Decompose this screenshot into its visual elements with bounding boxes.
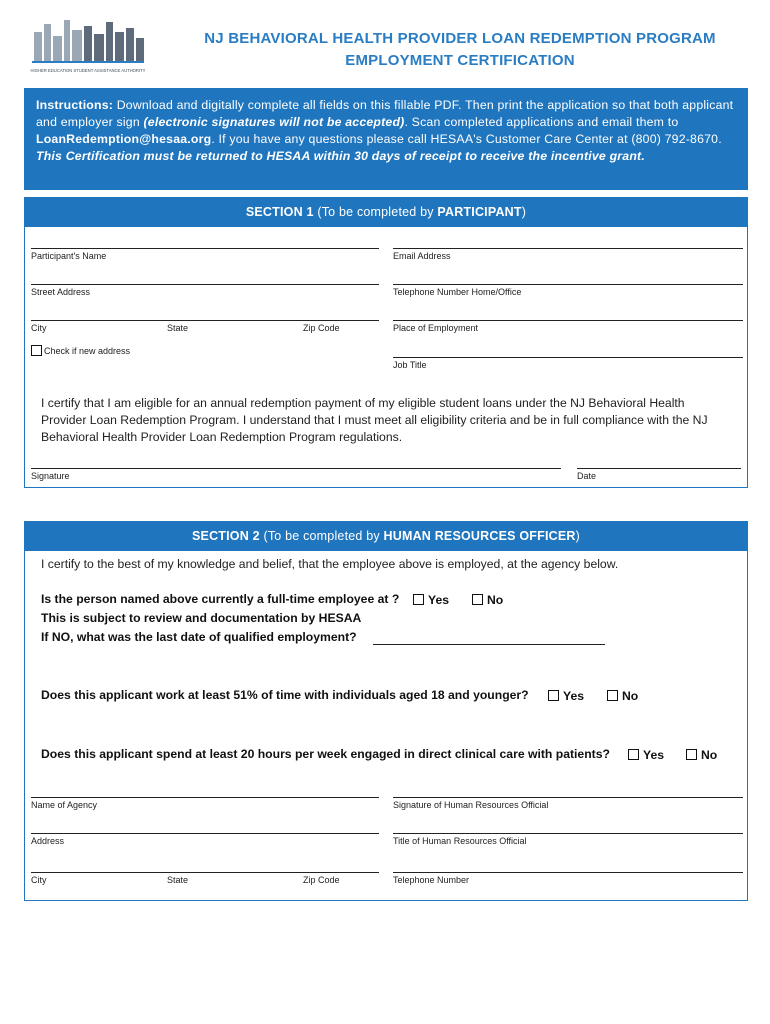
agency-name-label: Name of Agency (31, 800, 98, 810)
instructions-text-1: Download and digitally complete all fields on this fillable PDF. Then print the application so that both applicant and employer sign (36, 98, 734, 129)
agency-address-label: Address (31, 836, 65, 846)
signature-field[interactable] (31, 468, 561, 469)
q2-no-checkbox[interactable] (607, 690, 618, 701)
section-2-role: HUMAN RESOURCES OFFICER (383, 529, 576, 543)
email-label: Email Address (393, 251, 451, 261)
section-1-title-suffix: ) (521, 205, 527, 219)
job-title-field[interactable] (393, 357, 743, 358)
q3-no-checkbox[interactable] (686, 749, 697, 760)
participant-name-field[interactable] (31, 248, 379, 249)
q3-no-label: No (701, 748, 718, 762)
q1-yes-label: Yes (428, 593, 450, 607)
section-1-title-middle: (To be completed by (313, 205, 438, 219)
q3-yes-label: Yes (643, 748, 665, 762)
job-title-label: Job Title (393, 360, 427, 370)
q2-yes-checkbox[interactable] (548, 690, 559, 701)
hr-signature-label: Signature of Human Resources Official (393, 800, 549, 810)
section-2-title-middle: (To be completed by (259, 529, 384, 543)
section-1-role: PARTICIPANT (437, 205, 522, 219)
instructions-emphasis: (electronic signatures will not be accepted) (143, 115, 405, 129)
instructions-text-3: . If you have any questions please call HESAA's Customer Care Center at (800) 792-8670. (211, 132, 722, 146)
q1-no-label: No (487, 593, 504, 607)
hesaa-logo (28, 14, 148, 78)
state-label: State (167, 323, 189, 333)
return-note: This Certification must be returned to HESAA within 30 days of receipt to receive the incentive grant. (36, 149, 645, 163)
section-1-header (25, 198, 747, 227)
title-line-2: EMPLOYMENT CERTIFICATION (345, 52, 575, 69)
street-address-label: Street Address (31, 287, 91, 297)
phone-label: Telephone Number Home/Office (393, 287, 522, 297)
last-date-field[interactable] (373, 644, 605, 645)
instructions-text-2: . Scan completed applications and email them to (404, 115, 679, 129)
date-field[interactable] (577, 468, 741, 469)
new-address-checkbox[interactable] (31, 345, 42, 356)
hr-certify-text: I certify to the best of my knowledge and belief, that the employee above is employed, at the agency below. (41, 557, 619, 571)
title-line-1: NJ BEHAVIORAL HEALTH PROVIDER LOAN REDEMPTION PROGRAM (204, 30, 716, 47)
instructions-lead: Instructions: (36, 98, 114, 112)
agency-phone-field[interactable] (393, 872, 743, 873)
form-title (160, 28, 760, 72)
city-label: City (31, 323, 47, 333)
agency-zip-label: Zip Code (303, 875, 340, 885)
instructions-email[interactable]: LoanRedemption@hesaa.org (36, 132, 212, 146)
agency-phone-label: Telephone Number (393, 875, 470, 885)
signature-label: Signature (31, 471, 70, 481)
logo-text: HIGHER EDUCATION STUDENT ASSISTANCE AUTHORITY (30, 68, 146, 73)
q1-no-checkbox[interactable] (472, 594, 483, 605)
q1-followup: If NO, what was the last date of qualified employment? (41, 630, 357, 644)
agency-name-field[interactable] (31, 797, 379, 798)
section-2-header (25, 522, 747, 551)
agency-city-state-zip-field[interactable] (31, 872, 379, 873)
q1-note: This is subject to review and documentation by HESAA (41, 611, 362, 625)
section-1-number: SECTION 1 (245, 205, 314, 219)
email-field[interactable] (393, 248, 743, 249)
place-of-employment-field[interactable] (393, 320, 743, 321)
q1-text: Is the person named above currently a full-time employee at ? (41, 592, 400, 606)
hr-signature-field[interactable] (393, 797, 743, 798)
section-2-number: SECTION 2 (192, 529, 260, 543)
section-1 (24, 197, 748, 488)
q2-text: Does this applicant work at least 51% of time with individuals aged 18 and younger? (41, 688, 529, 702)
place-of-employment-label: Place of Employment (393, 323, 479, 333)
q1-yes-checkbox[interactable] (413, 594, 424, 605)
participant-name-label: Participant's Name (31, 251, 107, 261)
agency-address-field[interactable] (31, 833, 379, 834)
hr-title-field[interactable] (393, 833, 743, 834)
q3-yes-checkbox[interactable] (628, 749, 639, 760)
agency-state-label: State (167, 875, 189, 885)
q2-no-label: No (622, 689, 639, 703)
section-2 (24, 521, 748, 901)
section-2-title-suffix: ) (575, 529, 580, 543)
instructions-box (24, 88, 748, 190)
agency-city-label: City (31, 875, 47, 885)
zip-label: Zip Code (303, 323, 340, 333)
q2-yes-label: Yes (563, 689, 585, 703)
q3-text: Does this applicant spend at least 20 hours per week engaged in direct clinical care with patients? (41, 747, 610, 761)
new-address-label: Check if new address (44, 346, 131, 356)
phone-field[interactable] (393, 284, 743, 285)
street-address-field[interactable] (31, 284, 379, 285)
hr-title-label: Title of Human Resources Official (393, 836, 527, 846)
participant-certification: I certify that I am eligible for an annual redemption payment of my eligible student loans under the NJ Behavioral Health Provider Loan Redemption Program. I understand that I must meet all eligibility criteria and be in full compliance with the NJ Behavioral Health Provider Loan Redemption Program regulations. (41, 396, 708, 444)
date-label: Date (577, 471, 597, 481)
city-state-zip-field[interactable] (31, 320, 379, 321)
